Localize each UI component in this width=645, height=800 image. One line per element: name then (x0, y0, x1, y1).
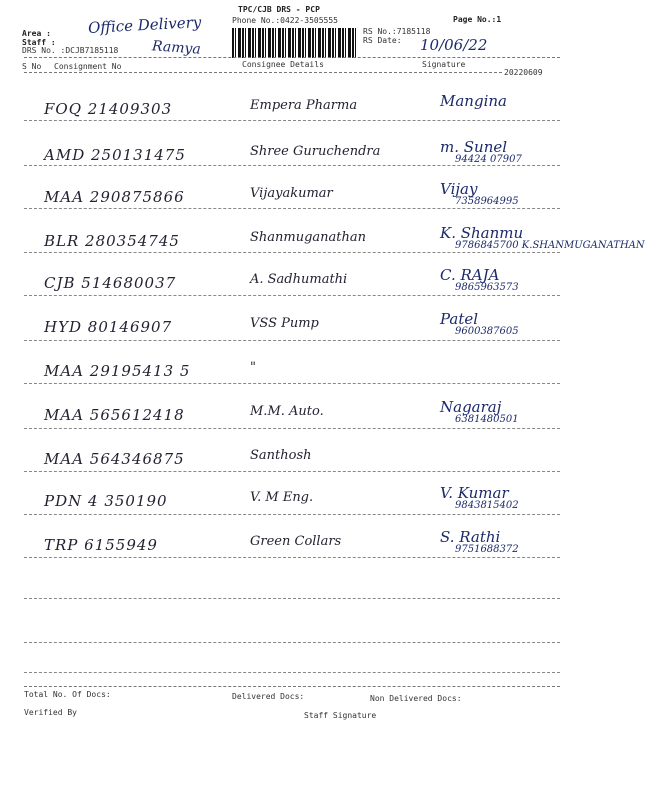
consignment-number: FOQ 21409303 (44, 100, 173, 118)
receiver-signature: Vijay (440, 180, 478, 198)
consignee-name: A. Sadhumathi (250, 272, 348, 287)
row-divider (24, 672, 560, 673)
consignee-name: Green Collars (250, 534, 342, 549)
non-delivered-docs-label: Non Delivered Docs: (370, 694, 462, 703)
document-title: TPC/CJB DRS - PCP (238, 5, 320, 14)
column-sno: S No (22, 62, 42, 71)
rs-number: RS No.:7185118 (363, 27, 431, 36)
column-consignee: Consignee Details (242, 60, 324, 69)
consignment-number: BLR 280354745 (44, 232, 180, 250)
staff-value: Ramya (151, 38, 202, 58)
date-stamp: 20220609 (504, 68, 543, 77)
staff-signature-label: Staff Signature (304, 711, 377, 720)
row-divider (24, 208, 560, 209)
receiver-signature: C. RAJA (440, 266, 500, 284)
receiver-phone: 94424 07907 (455, 154, 522, 165)
drs-number: DRS No. :DCJB7185118 (22, 46, 119, 55)
row-divider (24, 120, 560, 121)
receiver-phone: 6381480501 (455, 414, 519, 425)
row-divider (24, 471, 560, 472)
consignment-number: HYD 80146907 (44, 318, 173, 336)
consignment-number: TRP 6155949 (44, 536, 158, 554)
consignment-number: MAA 290875866 (44, 188, 185, 206)
footer-divider (24, 686, 560, 687)
consignee-name: V. M Eng. (250, 490, 314, 505)
phone-number: Phone No.:0422-3505555 (232, 16, 338, 25)
consignment-number: AMD 250131475 (44, 146, 186, 164)
receiver-signature: K. Shanmu (440, 224, 524, 242)
receiver-phone: 9600387605 (455, 326, 519, 337)
consignee-name: VSS Pump (250, 316, 319, 331)
row-divider (24, 557, 560, 558)
receiver-phone: 9865963573 (455, 282, 519, 293)
row-divider (24, 514, 560, 515)
consignee-name: Santhosh (250, 448, 312, 463)
header-divider (24, 57, 560, 58)
row-divider (24, 642, 560, 643)
receiver-signature: Patel (440, 310, 479, 328)
barcode (232, 28, 358, 58)
row-divider (24, 252, 560, 253)
consignee-name: Vijayakumar (250, 186, 333, 201)
receiver-signature: Nagaraj (440, 398, 502, 416)
consignee-name: Shree Guruchendra (250, 144, 381, 159)
row-divider (24, 340, 560, 341)
rs-date-label: RS Date: (363, 36, 402, 45)
receiver-signature: V. Kumar (440, 484, 509, 502)
area-value: Office Delivery (87, 13, 202, 37)
consignment-number: MAA 29195413 5 (44, 362, 191, 380)
receiver-phone: 7358964995 (455, 196, 519, 207)
total-docs-label: Total No. Of Docs: (24, 690, 111, 699)
staff-label: Staff : (22, 38, 56, 47)
receiver-phone: 9751688372 (455, 544, 519, 555)
consignee-name: " (250, 360, 256, 375)
row-divider (24, 598, 560, 599)
consignment-number: PDN 4 350190 (44, 492, 168, 510)
area-label: Area : (22, 29, 51, 38)
consignment-number: CJB 514680037 (44, 274, 177, 292)
consignment-number: MAA 564346875 (44, 450, 185, 468)
consignee-name: M.M. Auto. (250, 404, 324, 419)
row-divider (24, 383, 560, 384)
consignee-name: Empera Pharma (250, 98, 358, 113)
verified-by-label: Verified By (24, 708, 77, 717)
column-divider (24, 72, 502, 73)
receiver-phone: 9843815402 (455, 500, 519, 511)
page-number: Page No.:1 (453, 15, 502, 24)
receiver-signature: m. Sunel (440, 138, 508, 156)
delivered-docs-label: Delivered Docs: (232, 692, 305, 701)
receiver-phone: 9786845700 K.SHANMUGANATHAN (455, 240, 645, 251)
consignment-number: MAA 565612418 (44, 406, 185, 424)
column-signature: Signature (422, 60, 466, 69)
row-divider (24, 165, 560, 166)
column-consignment: Consignment No (54, 62, 122, 71)
receiver-signature: S. Rathi (440, 528, 501, 546)
row-divider (24, 428, 560, 429)
rs-date-value: 10/06/22 (420, 36, 488, 54)
row-divider (24, 295, 560, 296)
consignee-name: Shanmuganathan (250, 230, 367, 245)
receiver-signature: Mangina (440, 92, 507, 110)
